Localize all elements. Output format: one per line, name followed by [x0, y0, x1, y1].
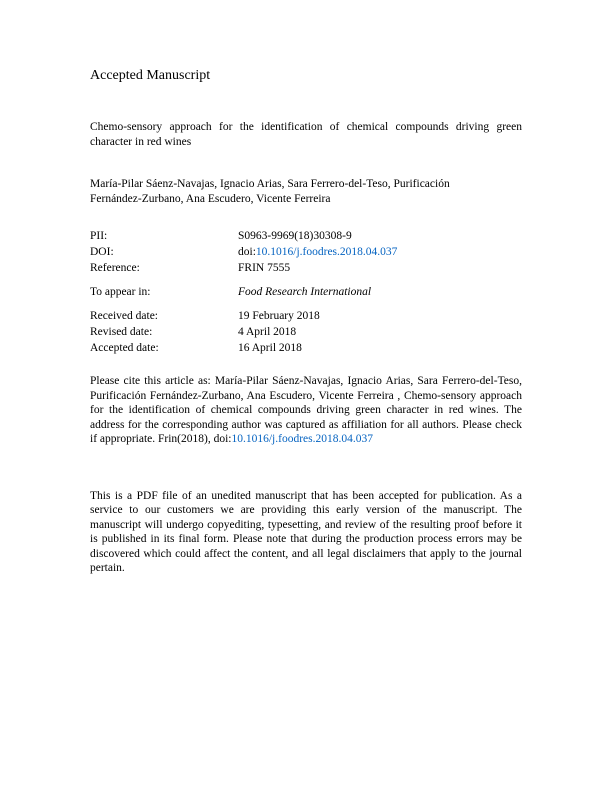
- accepted-date-row: [90, 340, 522, 356]
- citation-text: Please cite this article as: María-Pilar Sáenz-Navajas, Ignacio Arias, Sara Ferrero-del-Teso, Purificación Fernández-Zurbano, Ana Escudero, Vicente Ferreira , Chemo-sensory approach for the identification of chemical compounds driving green character in red wines. The address for the corresponding author was captured as affiliation for all authors. Please check if appropriate. Frin(2018), doi:: [90, 375, 522, 445]
- doi-label: DOI:: [90, 246, 114, 258]
- pii-value: S0963-9969(18)30308-9: [238, 230, 352, 242]
- revised-date-label: Revised date:: [90, 326, 153, 338]
- received-date-value: 19 February 2018: [238, 310, 320, 322]
- citation-paragraph: [90, 374, 522, 447]
- disclaimer-paragraph: This is a PDF file of an unedited manuscript that has been accepted for publication. As a service to our customers we are providing this early version of the manuscript. The manuscript will undergo copyediting, typesetting, and review of the resulting proof before it is published in its final form. Please note that during the production process errors may be discovered which could affect the content, and all legal disclaimers that apply to the journal pertain.: [90, 489, 522, 574]
- to-appear-row: [90, 284, 522, 300]
- received-date-label: Received date:: [90, 310, 159, 322]
- reference-row: [90, 260, 522, 276]
- doi-value: [238, 244, 522, 260]
- article-title: Chemo-sensory approach for the identification of chemical compounds driving green character in red wines: [90, 121, 522, 148]
- author-list: María-Pilar Sáenz-Navajas, Ignacio Arias, Sara Ferrero-del-Teso, Purificación Fernández-Zurbano, Ana Escudero, Vicente Ferreira: [90, 178, 450, 205]
- accepted-manuscript-heading: Accepted Manuscript: [90, 68, 211, 83]
- accepted-date-label: Accepted date:: [90, 342, 159, 354]
- accepted-date-value: 16 April 2018: [238, 342, 302, 354]
- to-appear-label: To appear in:: [90, 286, 151, 298]
- reference-label: Reference:: [90, 262, 140, 274]
- doi-prefix: doi:: [238, 246, 256, 258]
- reference-value: FRIN 7555: [238, 262, 291, 274]
- doi-row: [90, 244, 522, 260]
- pii-row: [90, 228, 522, 244]
- received-date-row: [90, 308, 522, 324]
- revised-date-value: 4 April 2018: [238, 326, 297, 338]
- doi-link[interactable]: 10.1016/j.foodres.2018.04.037: [255, 246, 398, 258]
- journal-name: Food Research International: [238, 286, 372, 298]
- pii-label: PII:: [90, 230, 108, 242]
- citation-doi-link[interactable]: 10.1016/j.foodres.2018.04.037: [231, 433, 373, 445]
- revised-date-row: [90, 324, 522, 340]
- metadata-table: [90, 228, 522, 356]
